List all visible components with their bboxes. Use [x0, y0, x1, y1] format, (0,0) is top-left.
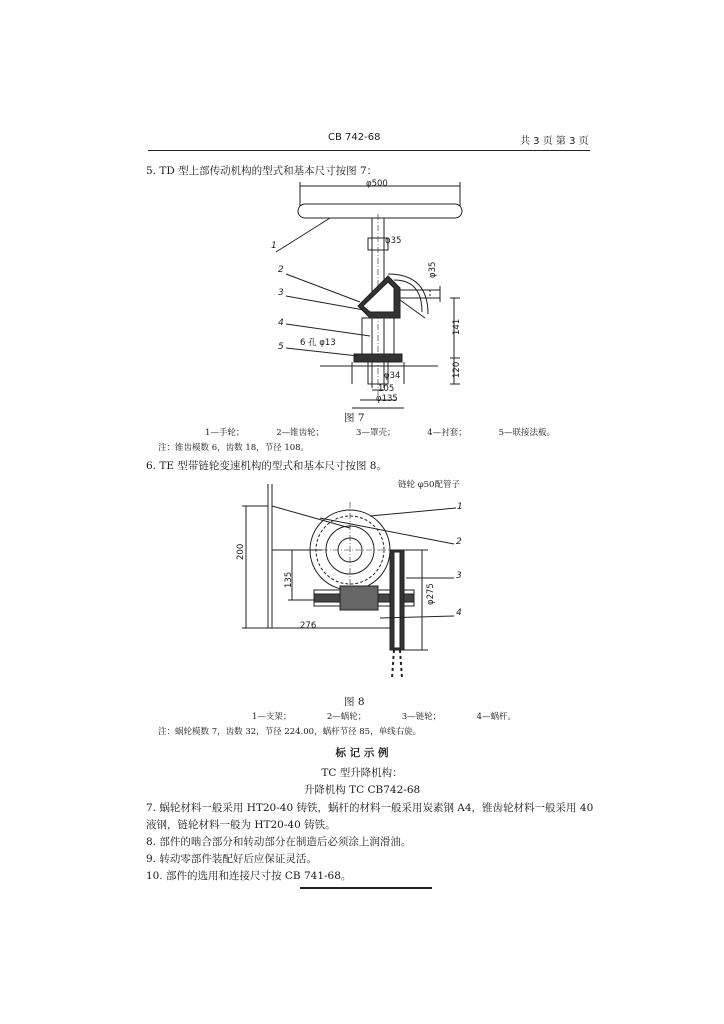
example-line1: TC 型升降机构： — [321, 767, 403, 779]
figure8-legend — [252, 710, 516, 722]
figure8-note: 注：蜗轮模数 7，齿数 32，节径 224.00，蜗杆节径 85，单线右旋。 — [158, 727, 422, 737]
fig7-legend-item: 4—衬套； — [427, 428, 467, 438]
page-info: 共 3 页 第 3 页 — [520, 136, 589, 147]
fig8-callout-4: 4 — [456, 608, 462, 618]
item10: 10. 部件的选用和连接尺寸按 CB 741-68。 — [146, 870, 352, 882]
fig7-callout-4: 4 — [278, 318, 284, 328]
figure8-drawing — [240, 478, 480, 693]
example-line2: 升降机构 TC CB742-68 — [303, 784, 421, 796]
fig7-dim-d34: φ34 — [384, 371, 401, 381]
header-rule — [148, 150, 590, 151]
figure7-note: 注：锥齿模数 6，齿数 18，节径 108。 — [158, 443, 310, 453]
fig7-callout-3: 3 — [278, 288, 284, 298]
fig8-legend-item: 1—支架； — [252, 712, 292, 722]
fig8-legend-item: 4—蜗杆。 — [476, 712, 516, 722]
item5-text: 5. TD 型上部传动机构的型式和基本尺寸按图 7： — [146, 165, 378, 177]
fig7-callout-2: 2 — [278, 265, 284, 275]
item7-line1: 7. 蜗轮材料一般采用 HT20-40 铸铁，蜗杆的材料一般采用炭素钢 A4，锥齿轮材料一般采用 40 — [146, 802, 594, 814]
fig7-dim-side: φ35 — [428, 261, 438, 278]
fig7-dim-holes: 6 孔 φ13 — [300, 338, 336, 348]
figure7-caption: 图 7 — [344, 412, 365, 424]
fig8-legend-item: 3—链轮； — [401, 712, 442, 722]
figure7-legend — [205, 426, 555, 438]
fig7-legend-item: 3—罩壳； — [356, 428, 396, 438]
figure8-top-label: 链轮 φ50配管子 — [398, 480, 460, 490]
standard-number: CB 742-68 — [328, 132, 381, 143]
figure8-caption: 图 8 — [344, 696, 365, 708]
fig8-legend-item: 2—蜗轮； — [326, 712, 367, 722]
fig8-callout-1: 1 — [457, 502, 463, 512]
fig8-dim-276: 276 — [300, 621, 317, 631]
item9: 9. 转动零部件装配好后应保证灵活。 — [146, 853, 317, 865]
fig7-dim-120: 120 — [452, 361, 462, 378]
fig7-legend-item: 2—锥齿轮； — [276, 428, 325, 438]
fig7-dim-d135: φ135 — [376, 394, 398, 404]
fig7-dim-shaft: φ35 — [385, 236, 402, 246]
fig7-dim-wheel: φ500 — [366, 179, 388, 189]
example-title: 标 记 示 例 — [335, 747, 389, 759]
item6-text: 6. TE 型带链轮变速机构的型式和基本尺寸按图 8。 — [146, 460, 387, 472]
fig7-dim-105: 105 — [378, 384, 395, 394]
fig8-callout-3: 3 — [456, 571, 462, 581]
fig8-dim-275: φ275 — [426, 583, 436, 605]
figure7-drawing — [260, 178, 480, 414]
fig7-callout-1: 1 — [271, 241, 277, 251]
end-rule — [300, 887, 432, 889]
item7-line2: 液钢，链轮材料一般为 HT20-40 铸铁。 — [146, 819, 336, 831]
fig8-dim-200: 200 — [236, 543, 246, 560]
fig8-callout-2: 2 — [456, 537, 462, 547]
item8: 8. 部件的啮合部分和转动部分在制造后必须涂上润滑油。 — [146, 836, 412, 848]
fig8-dim-135: 135 — [284, 571, 294, 588]
fig7-dim-141: 141 — [452, 318, 462, 335]
fig7-callout-5: 5 — [278, 342, 284, 352]
fig7-legend-item: 5—联接法板。 — [498, 428, 555, 438]
fig7-legend-item: 1—手轮； — [205, 428, 245, 438]
